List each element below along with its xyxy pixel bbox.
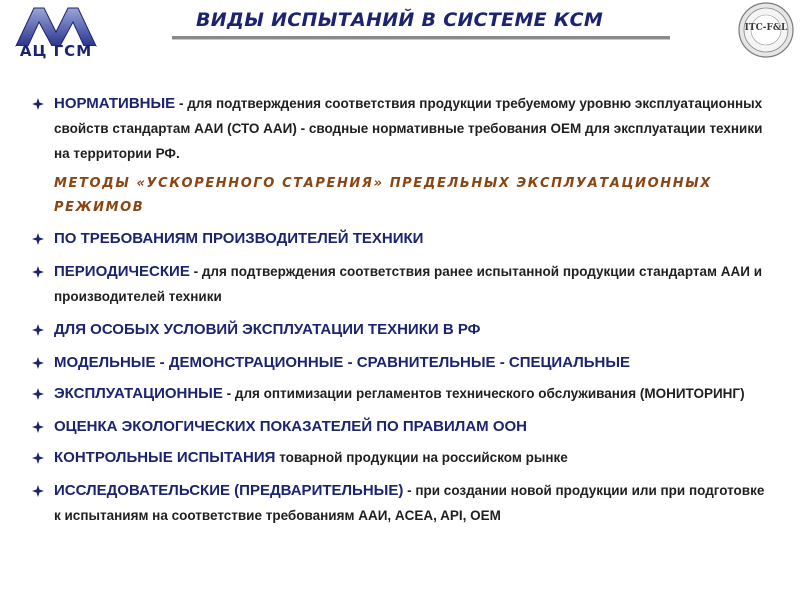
list-item-research: [30, 478, 770, 528]
item-label: КОНТРОЛЬНЫЕ ИСПЫТАНИЯ: [54, 449, 276, 466]
diamond-bullet-icon: [30, 478, 48, 503]
itc-seal-logo: [738, 2, 794, 58]
list-item-model-demo: [30, 350, 770, 375]
item-label: НОРМАТИВНЫЕ: [54, 95, 176, 112]
list-item-manufacturer-requirements: [30, 226, 770, 251]
logo-text: АЦ ГСМ: [19, 42, 93, 60]
diamond-bullet-icon: [30, 350, 48, 375]
list-item-operational: [30, 381, 770, 406]
list-item-periodic: [30, 259, 770, 309]
list-item-special-conditions: [30, 317, 770, 342]
item-label: ЭКСПЛУАТАЦИОННЫЕ: [54, 385, 223, 402]
diamond-bullet-icon: [30, 226, 48, 251]
page-title: ВИДЫ ИСПЫТАНИЙ В СИСТЕМЕ КСМ: [196, 9, 604, 31]
test-types-list: [30, 91, 770, 528]
seal-text: ITC-F&L: [744, 23, 788, 33]
item-label: ДЛЯ ОСОБЫХ УСЛОВИЙ ЭКСПЛУАТАЦИИ ТЕХНИКИ В РФ: [54, 321, 481, 338]
title-underline: [172, 36, 670, 40]
diamond-bullet-icon: [30, 317, 48, 342]
accelerated-aging-subheading: МЕТОДЫ «УСКОРЕННОГО СТАРЕНИЯ» ПРЕДЕЛЬНЫХ ЭКСПЛУАТАЦИОННЫХ РЕЖИМОВ: [54, 176, 712, 215]
item-label: ПО ТРЕБОВАНИЯМ ПРОИЗВОДИТЕЛЕЙ ТЕХНИКИ: [54, 230, 424, 247]
item-desc: товарной продукции на российском рынке: [279, 450, 568, 465]
list-item-control-tests: [30, 445, 770, 470]
item-label: ПЕРИОДИЧЕСКИЕ: [54, 263, 190, 280]
diamond-bullet-icon: [30, 445, 48, 470]
item-label: МОДЕЛЬНЫЕ - ДЕМОНСТРАЦИОННЫЕ - СРАВНИТЕЛЬНЫЕ - СПЕЦИАЛЬНЫЕ: [54, 354, 631, 371]
item-desc: - для подтверждения соответствия продукции требуемому уровню эксплуатационных свойств стандартам ААИ (СТО ААИ) - сводные нормативные требования ОЕМ для эксплуатации техники на территории РФ.: [54, 96, 763, 161]
slide-header: [0, 0, 800, 70]
item-label: ОЦЕНКА ЭКОЛОГИЧЕСКИХ ПОКАЗАТЕЛЕЙ ПО ПРАВИЛАМ ООН: [54, 418, 527, 435]
item-label: ИССЛЕДОВАТЕЛЬСКИЕ (ПРЕДВАРИТЕЛЬНЫЕ): [54, 482, 404, 499]
diamond-bullet-icon: [30, 381, 48, 406]
acgsm-logo: [10, 2, 102, 62]
diamond-bullet-icon: [30, 91, 48, 116]
list-item-ecological: [30, 414, 770, 439]
list-item-normative: [30, 91, 770, 166]
item-desc: - для оптимизации регламентов технического обслуживания (МОНИТОРИНГ): [226, 386, 745, 401]
diamond-bullet-icon: [30, 259, 48, 284]
diamond-bullet-icon: [30, 414, 48, 439]
item-desc: - при создании новой продукции или при подготовке к испытаниям на соответствие требованиям ААИ, ACEA, API, OEM: [54, 483, 765, 523]
item-desc: - для подтверждения соответствия ранее испытанной продукции стандартам ААИ и производителей техники: [54, 264, 762, 304]
